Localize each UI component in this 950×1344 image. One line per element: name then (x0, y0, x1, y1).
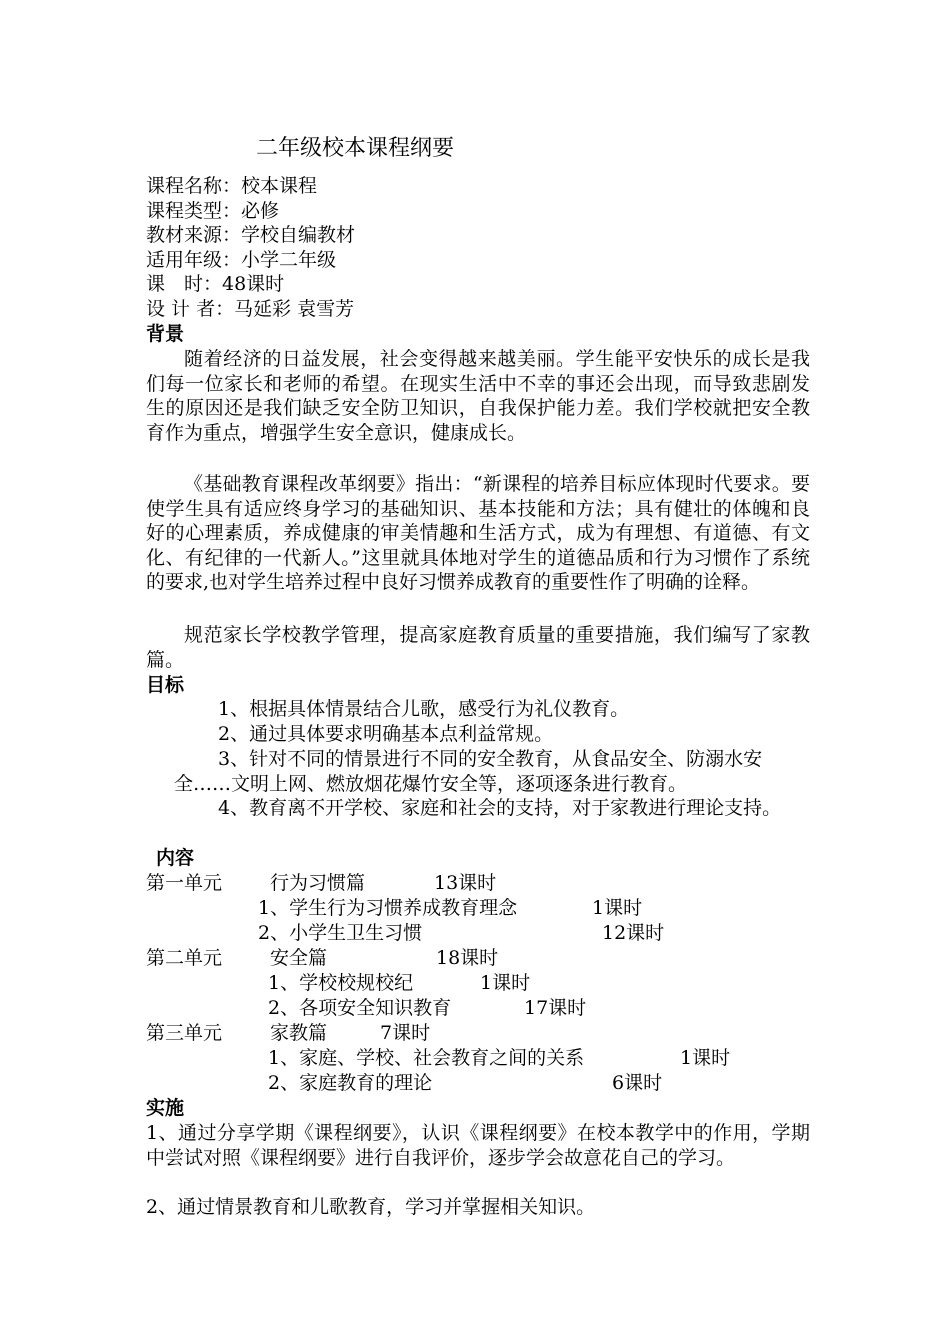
lesson-name: 2、小学生卫生习惯 (258, 922, 423, 944)
implementation-heading: 实施 (146, 1097, 185, 1119)
lesson-name: 1、家庭、学校、社会教育之间的关系 (268, 1047, 585, 1069)
document-title: 二年级校本课程纲要 (256, 136, 455, 161)
unit-hours: 18课时 (436, 947, 499, 969)
unit-name: 安全篇 (270, 947, 328, 969)
unit-label: 第二单元 (146, 947, 223, 969)
implementation-paragraph-1: 1、通过分享学期《课程纲要》，认识《课程纲要》在校本教学中的作用，学期中尝试对照《课程纲要》进行自我评价，逐步学会故意花自己的学习。 (146, 1122, 810, 1169)
meta-grade: 适用年级：小学二年级 (146, 248, 337, 271)
lesson-hours: 12课时 (602, 922, 665, 944)
background-heading: 背景 (146, 323, 185, 345)
lesson-hours: 1课时 (480, 972, 531, 994)
unit-name: 家教篇 (270, 1022, 328, 1044)
unit-label: 第三单元 (146, 1022, 223, 1044)
lesson-name: 1、学生行为习惯养成教育理念 (258, 897, 518, 919)
background-paragraph-1: 随着经济的日益发展，社会变得越来越美丽。学生能平安快乐的成长是我们每一位家长和老师的希望。在现实生活中不幸的事还会出现，而导致悲剧发生的原因还是我们缺乏安全防卫知识，自我保护能力差。我们学校就把安全教育作为重点，增强学生安全意识，健康成长。 (146, 348, 810, 444)
goals-heading: 目标 (146, 674, 185, 696)
goal-item-2: 2、通过具体要求明确基本点利益常规。 (218, 723, 554, 745)
unit-label: 第一单元 (146, 872, 223, 894)
goal-item-3: 3、针对不同的情景进行不同的安全教育，从食品安全、防溺水安全……文明上网、燃放烟花爆竹安全等，逐项逐条进行教育。 (174, 748, 763, 795)
lesson-hours: 1课时 (592, 897, 643, 919)
lesson-hours: 6课时 (612, 1072, 663, 1094)
background-paragraph-2: 《基础教育课程改革纲要》指出：“新课程的培养目标应体现时代要求。要使学生具有适应终身学习的基础知识、基本技能和方法；具有健壮的体魄和良好的心理素质，养成健康的审美情趣和生活方式，成为有理想、有道德、有文化、有纪律的一代新人。”这里就具体地对学生的道德品质和行为习惯作了系统的要求,也对学生培养过程中良好习惯养成教育的重要性作了明确的诠释。 (146, 473, 810, 594)
goal-item-4: 4、教育离不开学校、家庭和社会的支持，对于家教进行理论支持。 (218, 797, 782, 819)
course-meta (146, 174, 355, 322)
background-paragraph-3: 规范家长学校教学管理，提高家庭教育质量的重要措施，我们编写了家教篇。 (146, 624, 810, 671)
meta-material-source: 教材来源：学校自编教材 (146, 224, 356, 247)
lesson-name: 2、各项安全知识教育 (268, 997, 452, 1019)
content-heading: 内容 (156, 847, 195, 869)
goal-item-1: 1、根据具体情景结合儿歌，感受行为礼仪教育。 (218, 698, 630, 720)
implementation-paragraph-2: 2、通过情景教育和儿歌教育，学习并掌握相关知识。 (146, 1196, 596, 1218)
unit-hours: 13课时 (434, 872, 497, 894)
unit-hours: 7课时 (380, 1022, 431, 1044)
meta-designers: 设 计 者：马延彩 袁雪芳 (146, 297, 355, 320)
lesson-hours: 1课时 (680, 1047, 731, 1069)
meta-hours: 课 时：48课时 (146, 273, 285, 296)
lesson-hours: 17课时 (524, 997, 587, 1019)
meta-course-name: 课程名称：校本课程 (146, 175, 318, 197)
lesson-name: 2、家庭教育的理论 (268, 1072, 433, 1094)
unit-name: 行为习惯篇 (270, 872, 366, 894)
meta-course-type: 课程类型：必修 (146, 199, 280, 222)
lesson-name: 1、学校校规校纪 (268, 972, 414, 994)
